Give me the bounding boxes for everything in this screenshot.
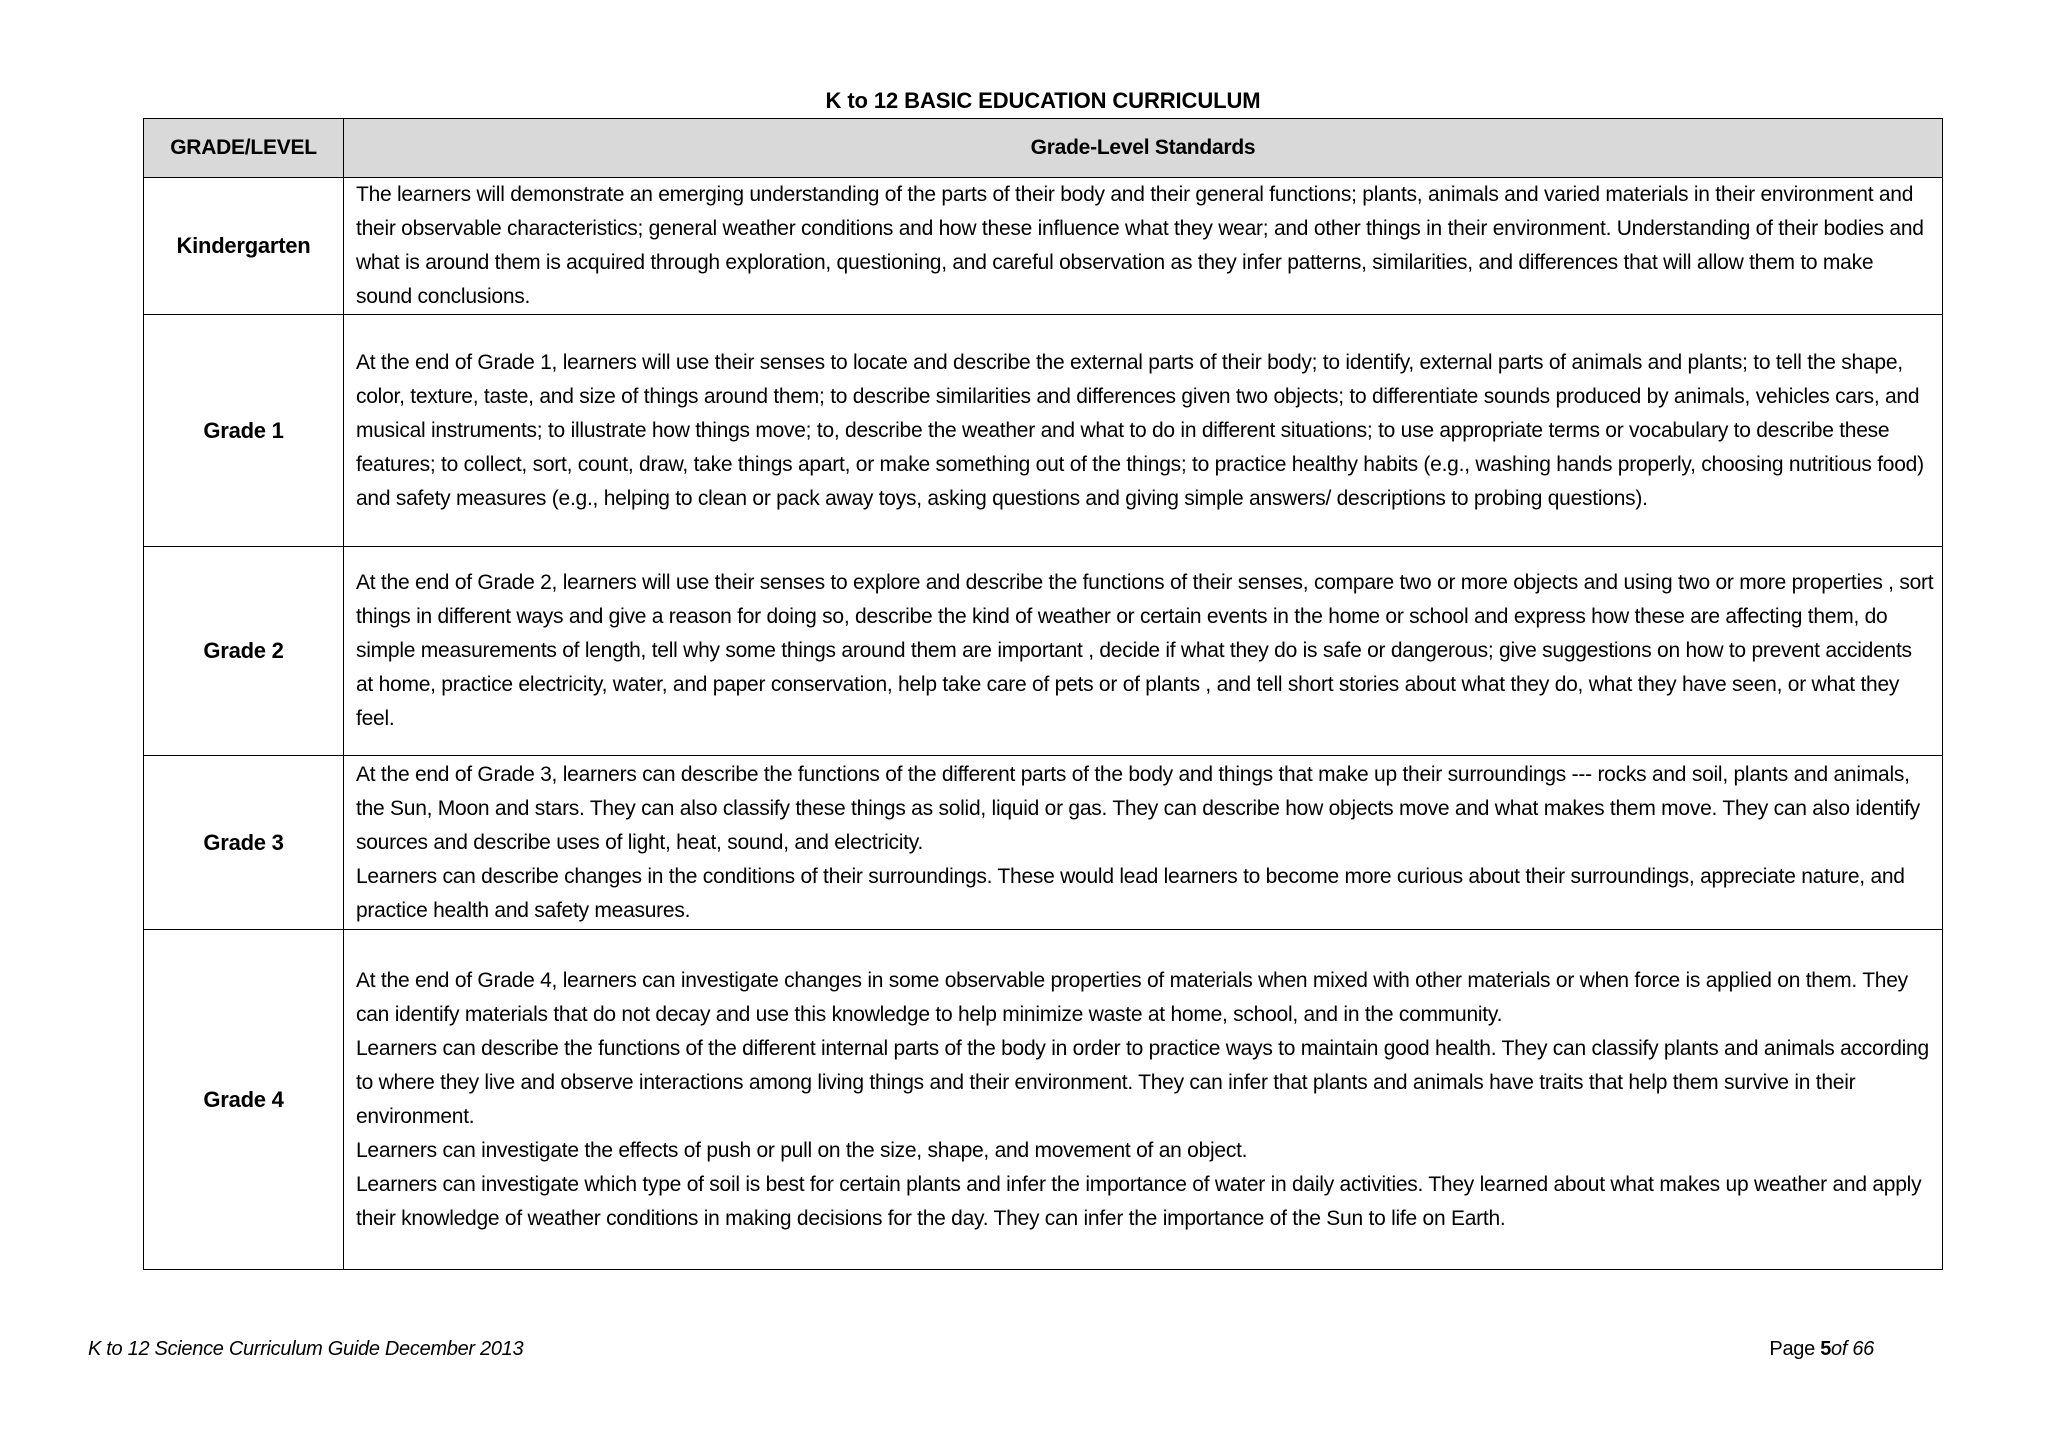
standards-header: Grade-Level Standards [344,119,1943,178]
standards-paragraph: At the end of Grade 1, learners will use their senses to locate and describe the external parts of their body; to identify, external parts of animals and plants; to tell the shape, color, texture, taste, and size of things around them; to describe similarities and differences given two objects; to differentiate sounds produced by animals, vehicles cars, and musical instruments; to illustrate how things move; to, describe the weather and what to do in different situations; to use appropriate terms or vocabulary to describe these features; to collect, sort, count, draw, take things apart, or make something out of the things; to practice healthy habits (e.g., washing hands properly, choosing nutritious food) and safety measures (e.g., helping to clean or pack away toys, asking questions and giving simple answers/ descriptions to probing questions). [356,350,1924,510]
table-row [144,178,1943,315]
grade-cell-grade-1: Grade 1 [144,315,344,547]
footer-page-number [1769,1336,1874,1362]
standards-cell-grade-4 [344,930,1943,1270]
grade-level-standards-table [143,118,1943,1270]
standards-paragraph: At the end of Grade 3, learners can describe the functions of the different parts of the body and things that make up their surroundings --- rocks and soil, plants and animals, the Sun, Moon and stars. They can also classify these things as solid, liquid or gas. They can describe how objects move and what makes them move. They can also identify sources and describe uses of light, heat, sound, and electricity. [356,762,1920,854]
standards-cell-grade-1 [344,315,1943,547]
document-title: K to 12 BASIC EDUCATION CURRICULUM [825,88,1261,113]
standards-paragraph: At the end of Grade 2, learners will use their senses to explore and describe the functions of their senses, compare two or more objects and using two or more properties , sort things in different ways and give a reason for doing so, describe the kind of weather or certain events in the home or school and express how these are affecting them, do simple measurements of length, tell why some things around them are important , decide if what they do is safe or dangerous; give suggestions on how to prevent accidents at home, practice electricity, water, and paper conservation, help take care of pets or of plants , and tell short stories about what they do, what they have seen, or what they feel. [356,571,1934,730]
table-row [144,756,1943,930]
standards-paragraph: At the end of Grade 4, learners can investigate changes in some observable properties of materials when mixed with other materials or when force is applied on them. They can identify materials that do not decay and use this knowledge to help minimize waste at home, school, and in the community. [356,968,1908,1026]
table-row [144,315,1943,547]
grade-cell-grade-2: Grade 2 [144,547,344,756]
grade-cell-grade-4: Grade 4 [144,930,344,1270]
standards-paragraph: Learners can describe the functions of the different internal parts of the body in order to practice ways to maintain good health. They can classify plants and animals according to where they live and observe interactions among living things and their environment. They can infer that plants and animals have traits that help them survive in their environment. [356,1036,1929,1128]
standards-paragraph: Learners can investigate the effects of push or pull on the size, shape, and movement of an object. [356,1138,1248,1162]
standards-paragraph: Learners can describe changes in the conditions of their surroundings. These would lead learners to become more curious about their surroundings, appreciate nature, and practice health and safety measures. [356,864,1905,922]
current-page: 5 [1820,1338,1832,1360]
grade-cell-grade-3: Grade 3 [144,756,344,930]
table-row [144,547,1943,756]
grade-cell-kindergarten: Kindergarten [144,178,344,315]
standards-cell-grade-2 [344,547,1943,756]
standards-paragraph: Learners can investigate which type of soil is best for certain plants and infer the importance of water in daily activities. They learned about what makes up weather and apply their knowledge of weather conditions in making decisions for the day. They can infer the importance of the Sun to life on Earth. [356,1172,1922,1230]
grade-level-header: GRADE/LEVEL [144,119,344,178]
standards-cell-grade-3 [344,756,1943,930]
table-header-row [144,119,1943,178]
standards-paragraph: The learners will demonstrate an emerging understanding of the parts of their body and their general functions; plants, animals and varied materials in their environment and their observable characteristics; general weather conditions and how these influence what they wear; and other things in their environment. Understanding of their bodies and what is around them is acquired through exploration, questioning, and careful observation as they infer patterns, similarities, and differences that will allow them to make sound conclusions. [356,183,1924,308]
standards-cell-kindergarten [344,178,1943,315]
page-total: of 66 [1831,1338,1874,1360]
page-prefix: Page [1769,1338,1821,1360]
footer-guide-title: K to 12 Science Curriculum Guide December 2013 [88,1338,524,1360]
table-row [144,930,1943,1270]
